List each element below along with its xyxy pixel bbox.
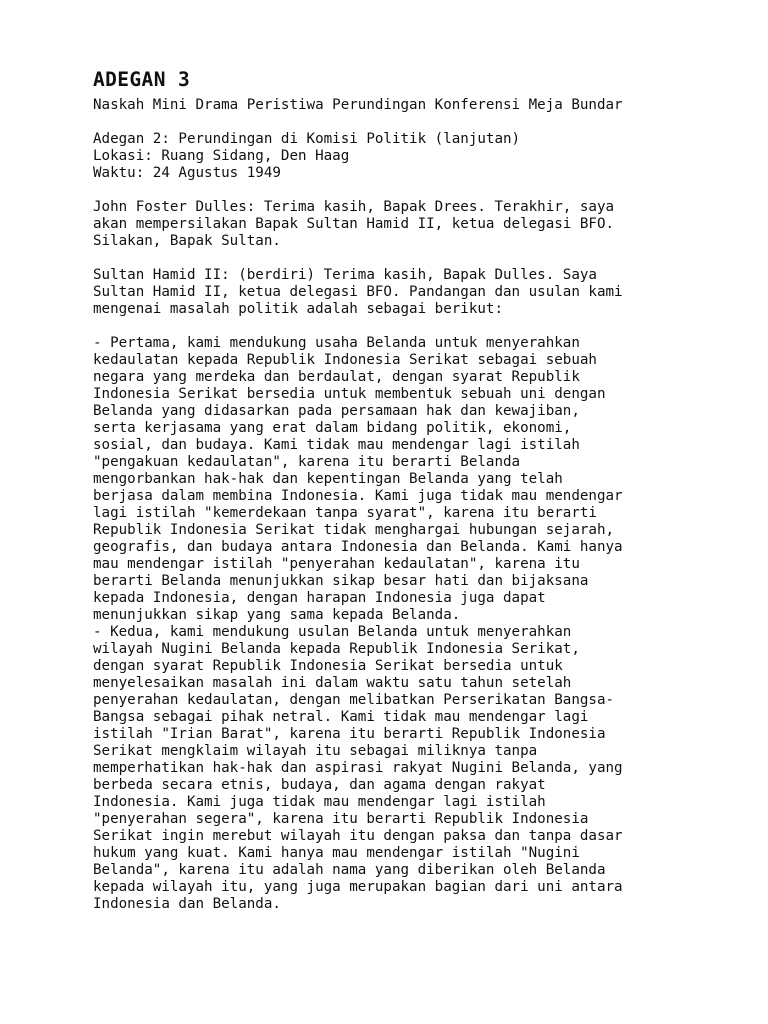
point-line: Republik Indonesia Serikat tidak menghargai hubungan sejarah, (93, 522, 615, 538)
point-line: berbeda secara etnis, budaya, dan agama dengan rakyat (93, 777, 546, 793)
point-line: - Pertama, kami mendukung usaha Belanda untuk menyerahkan (93, 335, 580, 351)
point-line: Indonesia dan Belanda. (93, 896, 281, 912)
point-line: Serikat ingin merebut wilayah itu dengan paksa dan tanpa dasar (93, 828, 623, 844)
scene-line: Lokasi: Ruang Sidang, Den Haag (93, 148, 350, 164)
point-line: serta kerjasama yang erat dalam bidang politik, ekonomi, (93, 420, 572, 436)
dialogue-line: akan mempersilakan Bapak Sultan Hamid II, ketua delegasi BFO. (93, 216, 615, 232)
point-line: berarti Belanda menunjukkan sikap besar hati dan bijaksana (93, 573, 589, 589)
point-line: berjasa dalam membina Indonesia. Kami juga tidak mau mendengar (93, 488, 623, 504)
point-line: mau mendengar istilah "penyerahan kedaulatan", karena itu (93, 556, 580, 572)
point-line: hukum yang kuat. Kami hanya mau mendengar istilah "Nugini (93, 845, 580, 861)
page-title: ADEGAN 3 (93, 68, 191, 91)
point-line: "penyerahan segera", karena itu berarti Republik Indonesia (93, 811, 589, 827)
point-line: Bangsa sebagai pihak netral. Kami tidak mau mendengar lagi (93, 709, 589, 725)
point-line: - Kedua, kami mendukung usulan Belanda untuk menyerahkan (93, 624, 572, 640)
point-line: memperhatikan hak-hak dan aspirasi rakyat Nugini Belanda, yang (93, 760, 623, 776)
point-line: sosial, dan budaya. Kami tidak mau mendengar lagi istilah (93, 437, 580, 453)
dialogue-line: Silakan, Bapak Sultan. (93, 233, 281, 249)
document-subtitle: Naskah Mini Drama Peristiwa Perundingan Konferensi Meja Bundar (93, 97, 623, 113)
sultan-dialogue (93, 267, 753, 318)
paragraph-gap (93, 250, 753, 267)
point-line: penyerahan kedaulatan, dengan melibatkan Perserikatan Bangsa- (93, 692, 615, 708)
dulles-dialogue (93, 199, 753, 250)
point-line: menyelesaikan masalah ini dalam waktu satu tahun setelah (93, 675, 572, 691)
scene-line: Adegan 2: Perundingan di Komisi Politik (lanjutan) (93, 131, 521, 147)
point-line: dengan syarat Republik Indonesia Serikat bersedia untuk (93, 658, 563, 674)
paragraph-gap (93, 182, 753, 199)
point-line: Indonesia Serikat bersedia untuk membentuk sebuah uni dengan (93, 386, 606, 402)
dialogue-line: Sultan Hamid II: (berdiri) Terima kasih, Bapak Dulles. Saya (93, 267, 597, 283)
paragraph-gap (93, 318, 753, 335)
dialogue-line: Sultan Hamid II, ketua delegasi BFO. Pandangan dan usulan kami (93, 284, 623, 300)
point-line: Serikat mengklaim wilayah itu sebagai miliknya tanpa (93, 743, 538, 759)
points-list (93, 335, 753, 913)
scene-line: Waktu: 24 Agustus 1949 (93, 165, 281, 181)
point-line: lagi istilah "kemerdekaan tanpa syarat", karena itu berarti (93, 505, 597, 521)
point-line: wilayah Nugini Belanda kepada Republik Indonesia Serikat, (93, 641, 580, 657)
point-line: kepada Indonesia, dengan harapan Indonesia juga dapat (93, 590, 546, 606)
scene-info (93, 131, 753, 182)
point-line: mengorbankan hak-hak dan kepentingan Belanda yang telah (93, 471, 563, 487)
document-body (93, 97, 753, 913)
point-line: Indonesia. Kami juga tidak mau mendengar lagi istilah (93, 794, 546, 810)
point-line: geografis, dan budaya antara Indonesia dan Belanda. Kami hanya (93, 539, 623, 555)
point-line: Belanda yang didasarkan pada persamaan hak dan kewajiban, (93, 403, 580, 419)
point-line: kedaulatan kepada Republik Indonesia Serikat sebagai sebuah (93, 352, 597, 368)
dialogue-line: mengenai masalah politik adalah sebagai berikut: (93, 301, 503, 317)
dialogue-line: John Foster Dulles: Terima kasih, Bapak Drees. Terakhir, saya (93, 199, 615, 215)
point-line: menunjukkan sikap yang sama kepada Belanda. (93, 607, 461, 623)
point-line: kepada wilayah itu, yang juga merupakan bagian dari uni antara (93, 879, 623, 895)
point-line: istilah "Irian Barat", karena itu berarti Republik Indonesia (93, 726, 606, 742)
paragraph-gap (93, 114, 753, 131)
point-line: negara yang merdeka dan berdaulat, dengan syarat Republik (93, 369, 580, 385)
point-line: "pengakuan kedaulatan", karena itu berarti Belanda (93, 454, 521, 470)
point-line: Belanda", karena itu adalah nama yang diberikan oleh Belanda (93, 862, 606, 878)
